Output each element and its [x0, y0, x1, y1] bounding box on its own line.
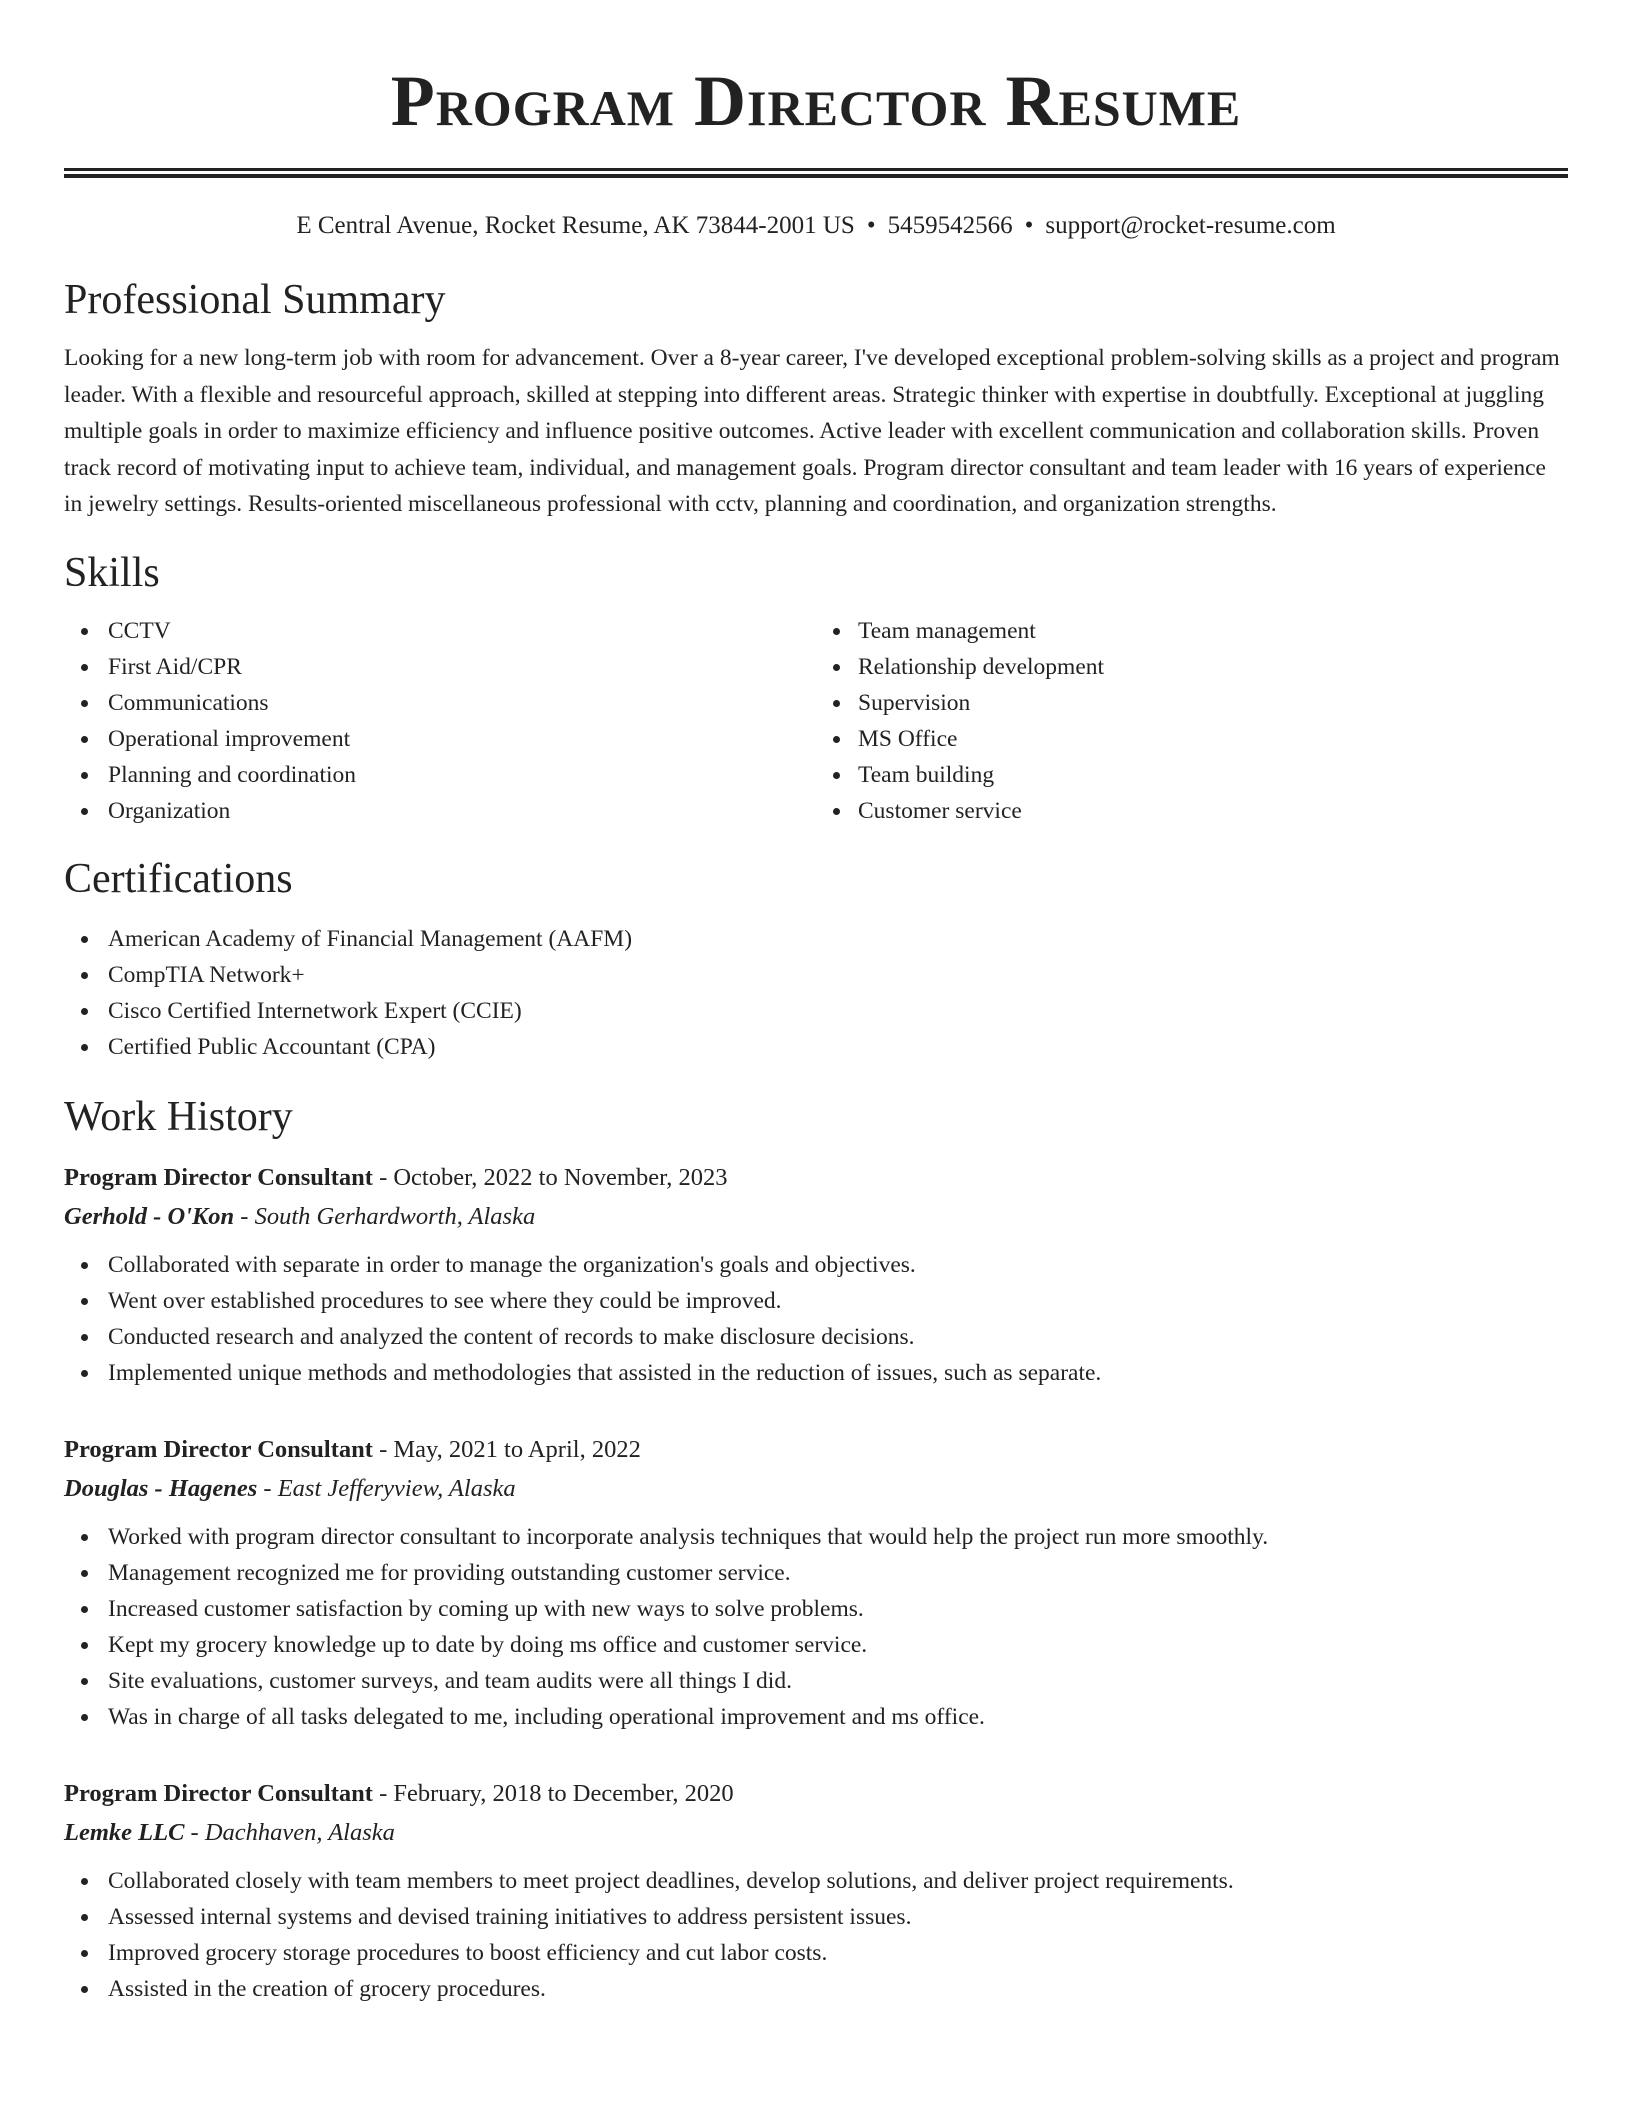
job-title: Program Director Consultant: [64, 1435, 373, 1463]
job-company: Gerhold - O'Kon: [64, 1202, 235, 1230]
job-dates: - October, 2022 to November, 2023: [372, 1163, 728, 1191]
job-entry: [64, 1159, 1568, 1391]
skill-item: Operational improvement: [64, 721, 816, 757]
skill-item: Customer service: [816, 793, 1568, 829]
job-duty-item: Went over established procedures to see where they could be improved.: [64, 1283, 1568, 1319]
certification-item: American Academy of Financial Management (AAFM): [64, 921, 1568, 957]
job-title: Program Director Consultant: [64, 1163, 373, 1191]
job-duty-item: Management recognized me for providing outstanding customer service.: [64, 1555, 1568, 1591]
job-header: [64, 1431, 1568, 1469]
job-duty-item: Site evaluations, customer surveys, and team audits were all things I did.: [64, 1663, 1568, 1699]
contact-email: support@rocket-resume.com: [1045, 212, 1336, 239]
job-company: Lemke LLC: [64, 1818, 185, 1846]
contact-address: E Central Avenue, Rocket Resume, AK 73844-2001 US: [296, 212, 855, 239]
job-employer: [64, 1197, 1568, 1237]
contact-phone: 5459542566: [887, 212, 1013, 239]
skill-item: Team management: [816, 613, 1568, 649]
job-header: [64, 1159, 1568, 1197]
job-duty-item: Implemented unique methods and methodologies that assisted in the reduction of issues, such as separate.: [64, 1355, 1568, 1391]
skill-item: Communications: [64, 685, 816, 721]
job-duty-item: Assisted in the creation of grocery procedures.: [64, 1971, 1568, 2007]
certification-item: Certified Public Accountant (CPA): [64, 1029, 1568, 1065]
job-duty-item: Kept my grocery knowledge up to date by doing ms office and customer service.: [64, 1627, 1568, 1663]
skill-item: CCTV: [64, 613, 816, 649]
skill-item: Relationship development: [816, 649, 1568, 685]
job-duties-list: [64, 1863, 1568, 2007]
job-duty-item: Increased customer satisfaction by coming up with new ways to solve problems.: [64, 1591, 1568, 1627]
summary-text: Looking for a new long-term job with room for advancement. Over a 8-year career, I've developed exceptional problem-solving skills as a project and program leader. With a flexible and resourceful approach, skilled at stepping into different areas. Strategic thinker with expertise in doubtfully. Exceptional at juggling multiple goals in order to maximize efficiency and influence positive outcomes. Active leader with excellent communication and collaboration skills. Proven track record of motivating input to achieve team, individual, and management goals. Program director consultant and team leader with 16 years of experience in jewelry settings. Results-oriented miscellaneous professional with cctv, planning and coordination, and organization strengths.: [64, 345, 1560, 517]
skill-item: Planning and coordination: [64, 757, 816, 793]
skills-columns: [64, 613, 1568, 829]
job-location: - South Gerhardworth, Alaska: [234, 1202, 536, 1230]
certifications-heading: Certifications: [64, 855, 293, 902]
work-history-heading: Work History: [64, 1093, 293, 1140]
job-dates: - February, 2018 to December, 2020: [372, 1779, 734, 1807]
certification-item: Cisco Certified Internetwork Expert (CCIE): [64, 993, 1568, 1029]
resume-title: Program Director Resume: [390, 61, 1242, 141]
contact-line: [64, 208, 1568, 244]
contact-separator: •: [1024, 212, 1034, 239]
job-duties-list: [64, 1247, 1568, 1391]
job-employer: [64, 1813, 1568, 1853]
job-entry: [64, 1775, 1568, 2007]
summary-heading: Professional Summary: [64, 277, 446, 323]
job-duty-item: Improved grocery storage procedures to boost efficiency and cut labor costs.: [64, 1935, 1568, 1971]
job-entry: [64, 1431, 1568, 1735]
certification-item: CompTIA Network+: [64, 957, 1568, 993]
skill-item: Organization: [64, 793, 816, 829]
contact-separator: •: [866, 212, 876, 239]
skill-item: MS Office: [816, 721, 1568, 757]
job-duty-item: Worked with program director consultant to incorporate analysis techniques that would help the project run more smoothly.: [64, 1519, 1568, 1555]
job-duty-item: Assessed internal systems and devised training initiatives to address persistent issues.: [64, 1899, 1568, 1935]
job-company: Douglas - Hagenes: [64, 1474, 258, 1502]
job-header: [64, 1775, 1568, 1813]
job-duty-item: Collaborated closely with team members to meet project deadlines, develop solutions, and deliver project requirements.: [64, 1863, 1568, 1899]
skills-heading: Skills: [64, 549, 160, 596]
job-location: - East Jefferyview, Alaska: [257, 1474, 516, 1502]
skill-item: Supervision: [816, 685, 1568, 721]
job-duty-item: Was in charge of all tasks delegated to me, including operational improvement and ms office.: [64, 1699, 1568, 1735]
job-duty-item: Collaborated with separate in order to manage the organization's goals and objectives.: [64, 1247, 1568, 1283]
title-double-rule: [64, 168, 1568, 178]
certifications-list: [64, 921, 1568, 1065]
skill-item: First Aid/CPR: [64, 649, 816, 685]
job-duty-item: Conducted research and analyzed the content of records to make disclosure decisions.: [64, 1319, 1568, 1355]
skills-list-right: [816, 613, 1568, 829]
skills-list-left: [64, 613, 816, 829]
job-location: - Dachhaven, Alaska: [184, 1818, 395, 1846]
job-duties-list: [64, 1519, 1568, 1735]
job-title: Program Director Consultant: [64, 1779, 373, 1807]
job-employer: [64, 1469, 1568, 1509]
skill-item: Team building: [816, 757, 1568, 793]
job-dates: - May, 2021 to April, 2022: [372, 1435, 641, 1463]
